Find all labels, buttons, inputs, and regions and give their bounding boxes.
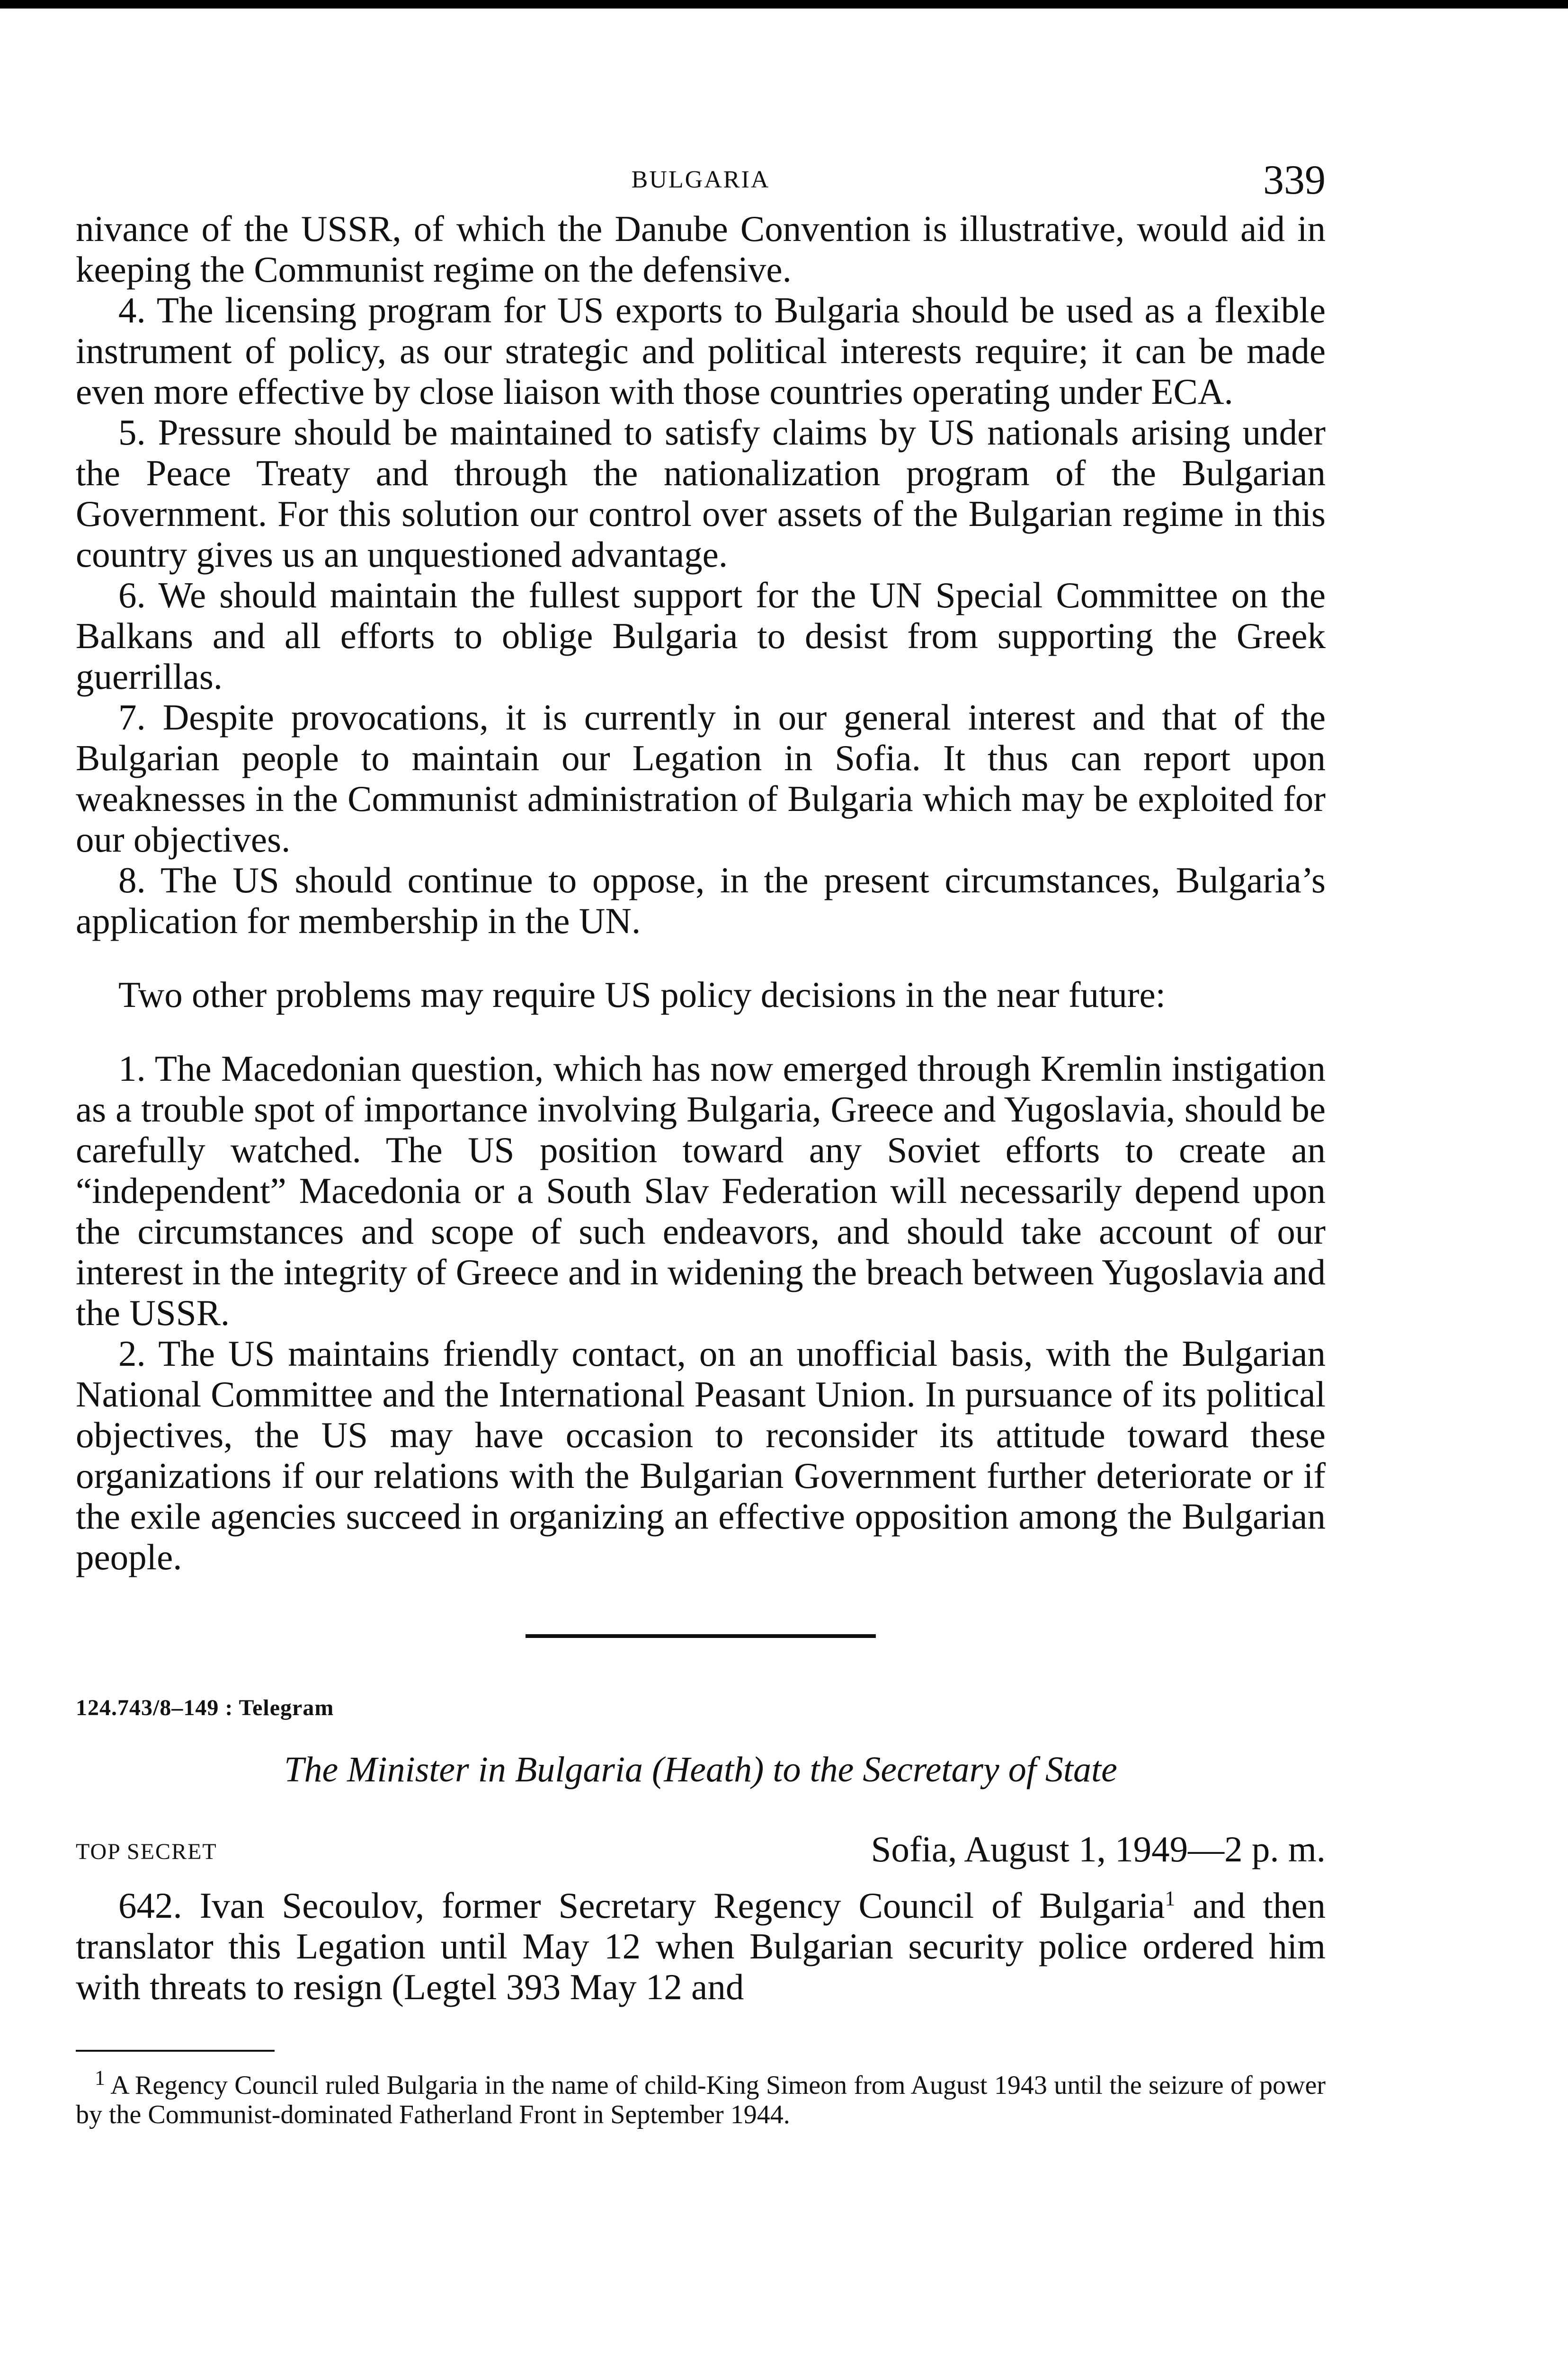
problem-1: 1. The Macedonian question, which has now emerged through Kremlin instigation as a trouble spot of importance involving Bulgaria, Greece and Yugoslavia, should be carefully watched. The US position toward any Soviet efforts to create an “independent” Macedonia or a South Slav Federation will necessarily depend upon the circumstances and scope of such endeavors, and should take account of our interest in the integrity of Greece and in widening the breach between Yugoslavia and the USSR.	[76, 1048, 1326, 1333]
continuation-paragraph: nivance of the USSR, of which the Danube Convention is illustrative, would aid in keeping the Communist regime on the defensive.	[76, 208, 1326, 290]
recommendation-4: 4. The licensing program for US exports to Bulgaria should be used as a flexible instrument of policy, as our strategic and political interests require; it can be made even more effective by close liaison with those countries operating under ECA.	[76, 290, 1326, 412]
other-problems-intro: Two other problems may require US policy decisions in the near future:	[118, 974, 1166, 1015]
telegram-text-start: 642. Ivan Secoulov, former Secretary Regency Council of Bulgaria	[118, 1885, 1165, 1926]
document-page	[76, 156, 1326, 2129]
footnote-text: A Regency Council ruled Bulgaria in the name of child-King Simeon from August 1943 until the seizure of power by the Communist-dominated Fatherland Front in September 1944.	[76, 2071, 1326, 2129]
running-head: BULGARIA	[631, 166, 770, 193]
dateline-row	[76, 1828, 1326, 1871]
telegram-body	[76, 1885, 1326, 2007]
document-title: The Minister in Bulgaria (Heath) to the Secretary of State	[284, 1750, 1117, 1789]
footnote-divider	[76, 2050, 275, 2052]
policy-recommendations	[76, 208, 1326, 941]
recommendation-7: 7. Despite provocations, it is currently in our general interest and that of the Bulgarian people to maintain our Legation in Sofia. It thus can report upon weaknesses in the Communist administration of Bulgaria which may be exploited for our objectives.	[76, 697, 1326, 860]
page-number: 339	[1263, 157, 1326, 203]
footnote	[76, 2066, 1326, 2129]
footnote-marker: 1	[95, 2066, 105, 2090]
classification-label: TOP SECRET	[76, 1839, 217, 1864]
recommendation-8: 8. The US should continue to oppose, in the present circumstances, Bulgaria’s application for membership in the UN.	[76, 860, 1326, 941]
telegram-text-end: and then translator this Legation until May 12 when Bulgarian security police ordered him with threats to resign (Legtel 393 May 12 and	[76, 1885, 1326, 2007]
other-problems-list	[76, 1048, 1326, 1577]
page-header	[76, 156, 1326, 208]
section-separator	[526, 1634, 876, 1638]
recommendation-6: 6. We should maintain the fullest support for the UN Special Committee on the Balkans and all efforts to oblige Bulgaria to desist from supporting the Greek guerrillas.	[76, 575, 1326, 697]
recommendation-5: 5. Pressure should be maintained to satisfy claims by US nationals arising under the Peace Treaty and through the nationalization program of the Bulgarian Government. For this solution our control over assets of the Bulgarian regime in this country gives us an unquestioned advantage.	[76, 412, 1326, 575]
footnote-reference: 1	[1165, 1886, 1176, 1910]
page-top-border	[0, 0, 1568, 9]
file-reference: 124.743/8–149 : Telegram	[76, 1695, 334, 1720]
problem-2: 2. The US maintains friendly contact, on an unofficial basis, with the Bulgarian National Committee and the International Peasant Union. In pursuance of its political objectives, the US may have occasion to reconsider its attitude toward these organizations if our relations with the Bulgarian Government further deteriorate or if the exile agencies succeed in organizing an effective opposition among the Bulgarian people.	[76, 1333, 1326, 1577]
dateline: Sofia, August 1, 1949—2 p. m.	[871, 1829, 1326, 1869]
